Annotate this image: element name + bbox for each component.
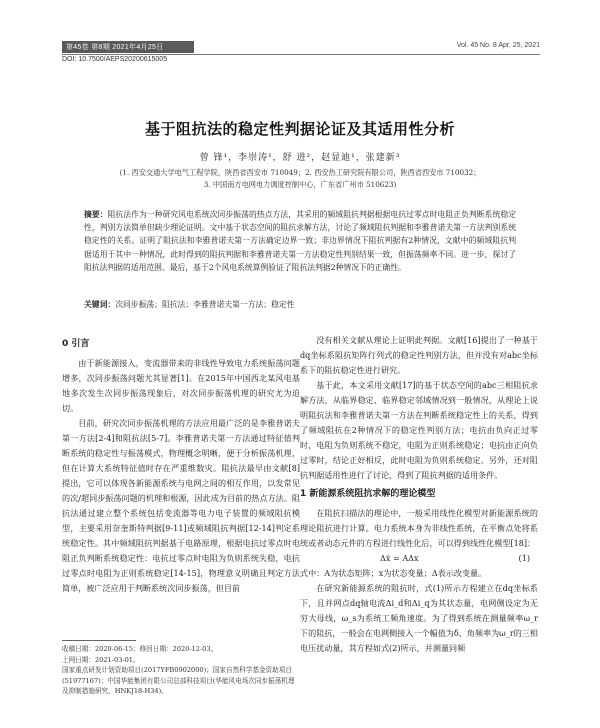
- equation-1: [300, 551, 538, 566]
- footnote-funding: 国家重点研发计划资助项目(2017YFB0902000)；国家自然科学基金资助项目(51977167)；中国华能集团有限公司总部科技项目(华能风电场次同步振荡机理及抑制措施研究，HNKJ18-H34)。: [62, 666, 295, 695]
- keywords: [84, 298, 516, 311]
- header-volume-info-en: Vol. 45 No. 8 Apr. 25, 2021: [456, 42, 540, 49]
- section-heading-intro: 0 引言: [62, 339, 90, 349]
- intro-paragraph-2: 目前，研究次同步振荡机理的方法应用最广泛的是李雅普诺夫第一方法[2-4]和阻抗法[5-7]。李雅普诺夫第一方法通过特征值判断系统的稳定性与振荡模式，物理概念明晰，便于分析振荡机理，但在计算大系统特征值时存在严重维数灾。阻抗法最早由文献[8]提出，它可以体现各新能源系统与电网之间的相互作用，以发常见的次/超同步振荡问题的机理和根源，因此成为目前的热点方法。阻抗法通过建立整个系统包括变流器等电力电子装置的频域阻抗模型，主要采用奈奎斯特判据[9-11]或频域阻抗判据[12-14]判定系统稳定性。其中频域阻抗判据基于电路原理，根据电抗过零点时电阻正负判断系统稳定性：电抗过零点时电阻为负则系统失稳，电抗过零点时电阻为正则系统稳定[14-15]，物理意义明确且判定方法简单，被广泛应用于判断系统次同步振荡，但目前: [62, 418, 300, 593]
- keywords-label: 关键词：: [84, 300, 116, 309]
- abstract-text: 阻抗法作为一种研究风电系统次同步振荡的热点方法，其采用的频域阻抗判据根据电抗过零点时电阻正负判断系统稳定性，判别方法简单但缺少理论证明。文中基于状态空间的阻抗求解方法，讨论了频域阻抗判据和李雅普诺夫第一方法判别系统稳定性的关系。证明了阻抗法和李雅普诺夫第一方法确定边界一致；非边界情况下阻抗判据有2种情况，文献中的频域阻抗判据适用于其中一种情况，此时得到的阻抗判据和李雅普诺夫第一方法稳定性判别结果一致，但振荡频率不同。进一步，探讨了阻抗法判据的适用范围。最后，基于2个风电系统算例验证了阻抗法判据2种情况下的正确性。: [84, 210, 517, 272]
- header-volume-info: 第45卷 第8期 2021年4月25日: [66, 44, 164, 51]
- right-paragraph-2: 基于此，本文采用文献[17]的基于状态空间的abc三相阻抗求解方法，从临界稳定、临界稳定邻域情况到一般情况，从理论上说明阻抗法和李雅普诺夫第一方法在判断系统稳定性上的关系，得到了频域阻抗在2种情况下的稳定性判别方法；电抗由负向正过零时，电阻为负则系统不稳定，电阻为正则系统稳定；电抗由正向负过零时，结论正好相反，此时电阻为负则系统稳定。另外，还对阻抗判据适用性进行了讨论，得到了阻抗判据的适用条件。: [300, 380, 538, 480]
- header-rule: [62, 54, 540, 55]
- paper-title: 基于阻抗法的稳定性判据论证及其适用性分析: [144, 120, 455, 138]
- section1-paragraph-3: 在研究新能源系统的阻抗时，式(1)所示方程建立在dq坐标系下，且并网点dq轴电流Δi_d和Δi_q为其状态量，电网侧设定为无穷大母线，ω_s为系统工频角速度。为了得到系统在测量频率ω_r下的阻抗，一般会在电网侧接入一个幅值为δ、角频率为ω_r的三相电压扰动量，其方程如式(2)所示，并测量同频: [300, 583, 538, 653]
- section1-paragraph-1: 在阻抗扫描法的理论中，一般采用线性化模型对新能源系统的理论阻抗进行计算。电力系统本身为非线性系统，在平衡点处将系统或者动态元件的方程进行线性化后，可以得到线性化模型[18]：: [300, 508, 538, 548]
- footnote-rule: [62, 640, 136, 641]
- footnote-received: 收稿日期：2020-06-15；修回日期：2020-12-03。: [62, 645, 218, 653]
- keywords-text: 次同步振荡；阻抗法；李雅普诺夫第一方法；稳定性: [115, 300, 295, 309]
- equation-1-number: (1): [518, 553, 530, 563]
- abstract-label: 摘要：: [84, 210, 108, 219]
- section-heading-1: 1 新能源系统阻抗求解的理论模型: [300, 489, 436, 499]
- doi[interactable]: DOI: 10.7500/AEPS20200615005: [62, 56, 168, 63]
- footnote-online: 上网日期：2021-03-01。: [62, 655, 140, 664]
- right-column: [300, 333, 538, 656]
- authors: 曾 锋¹，李崇涛¹，舒 进²，赵显迪¹，张建新³: [199, 153, 401, 163]
- left-column: [62, 333, 300, 596]
- right-paragraph-1: 没有相关文献从理论上证明此判据。文献[16]提出了一种基于dq坐标系阻抗矩阵行列式的稳定性判别方法，但并没有对abc坐标系下的阻抗稳定性进行研究。: [300, 335, 538, 375]
- affiliation-line-2: 3. 中国南方电网电力调度控制中心，广东省广州市 510623): [203, 180, 397, 189]
- section1-paragraph-2: 式中：A为状态矩阵；x为状态变量；Δ表示改变量。: [300, 568, 487, 578]
- affiliation-line-1: (1. 西安交通大学电气工程学院，陕西省西安市 710049；2. 西安热工研究院有限公司，陕西省西安市 710032；: [119, 168, 481, 177]
- footnotes: [62, 644, 300, 697]
- abstract: [84, 208, 516, 274]
- intro-paragraph-1: 由于新能源接入，变流器带来的非线性导致电力系统振荡问题增多，次同步振荡问题尤其显著[1]。在2015年中国西北某风电基地多次发生次同步振荡现象后，对次同步振荡机理的研究尤为迫切。: [62, 358, 300, 413]
- equation-1-body: Δẋ = AΔx: [380, 553, 419, 563]
